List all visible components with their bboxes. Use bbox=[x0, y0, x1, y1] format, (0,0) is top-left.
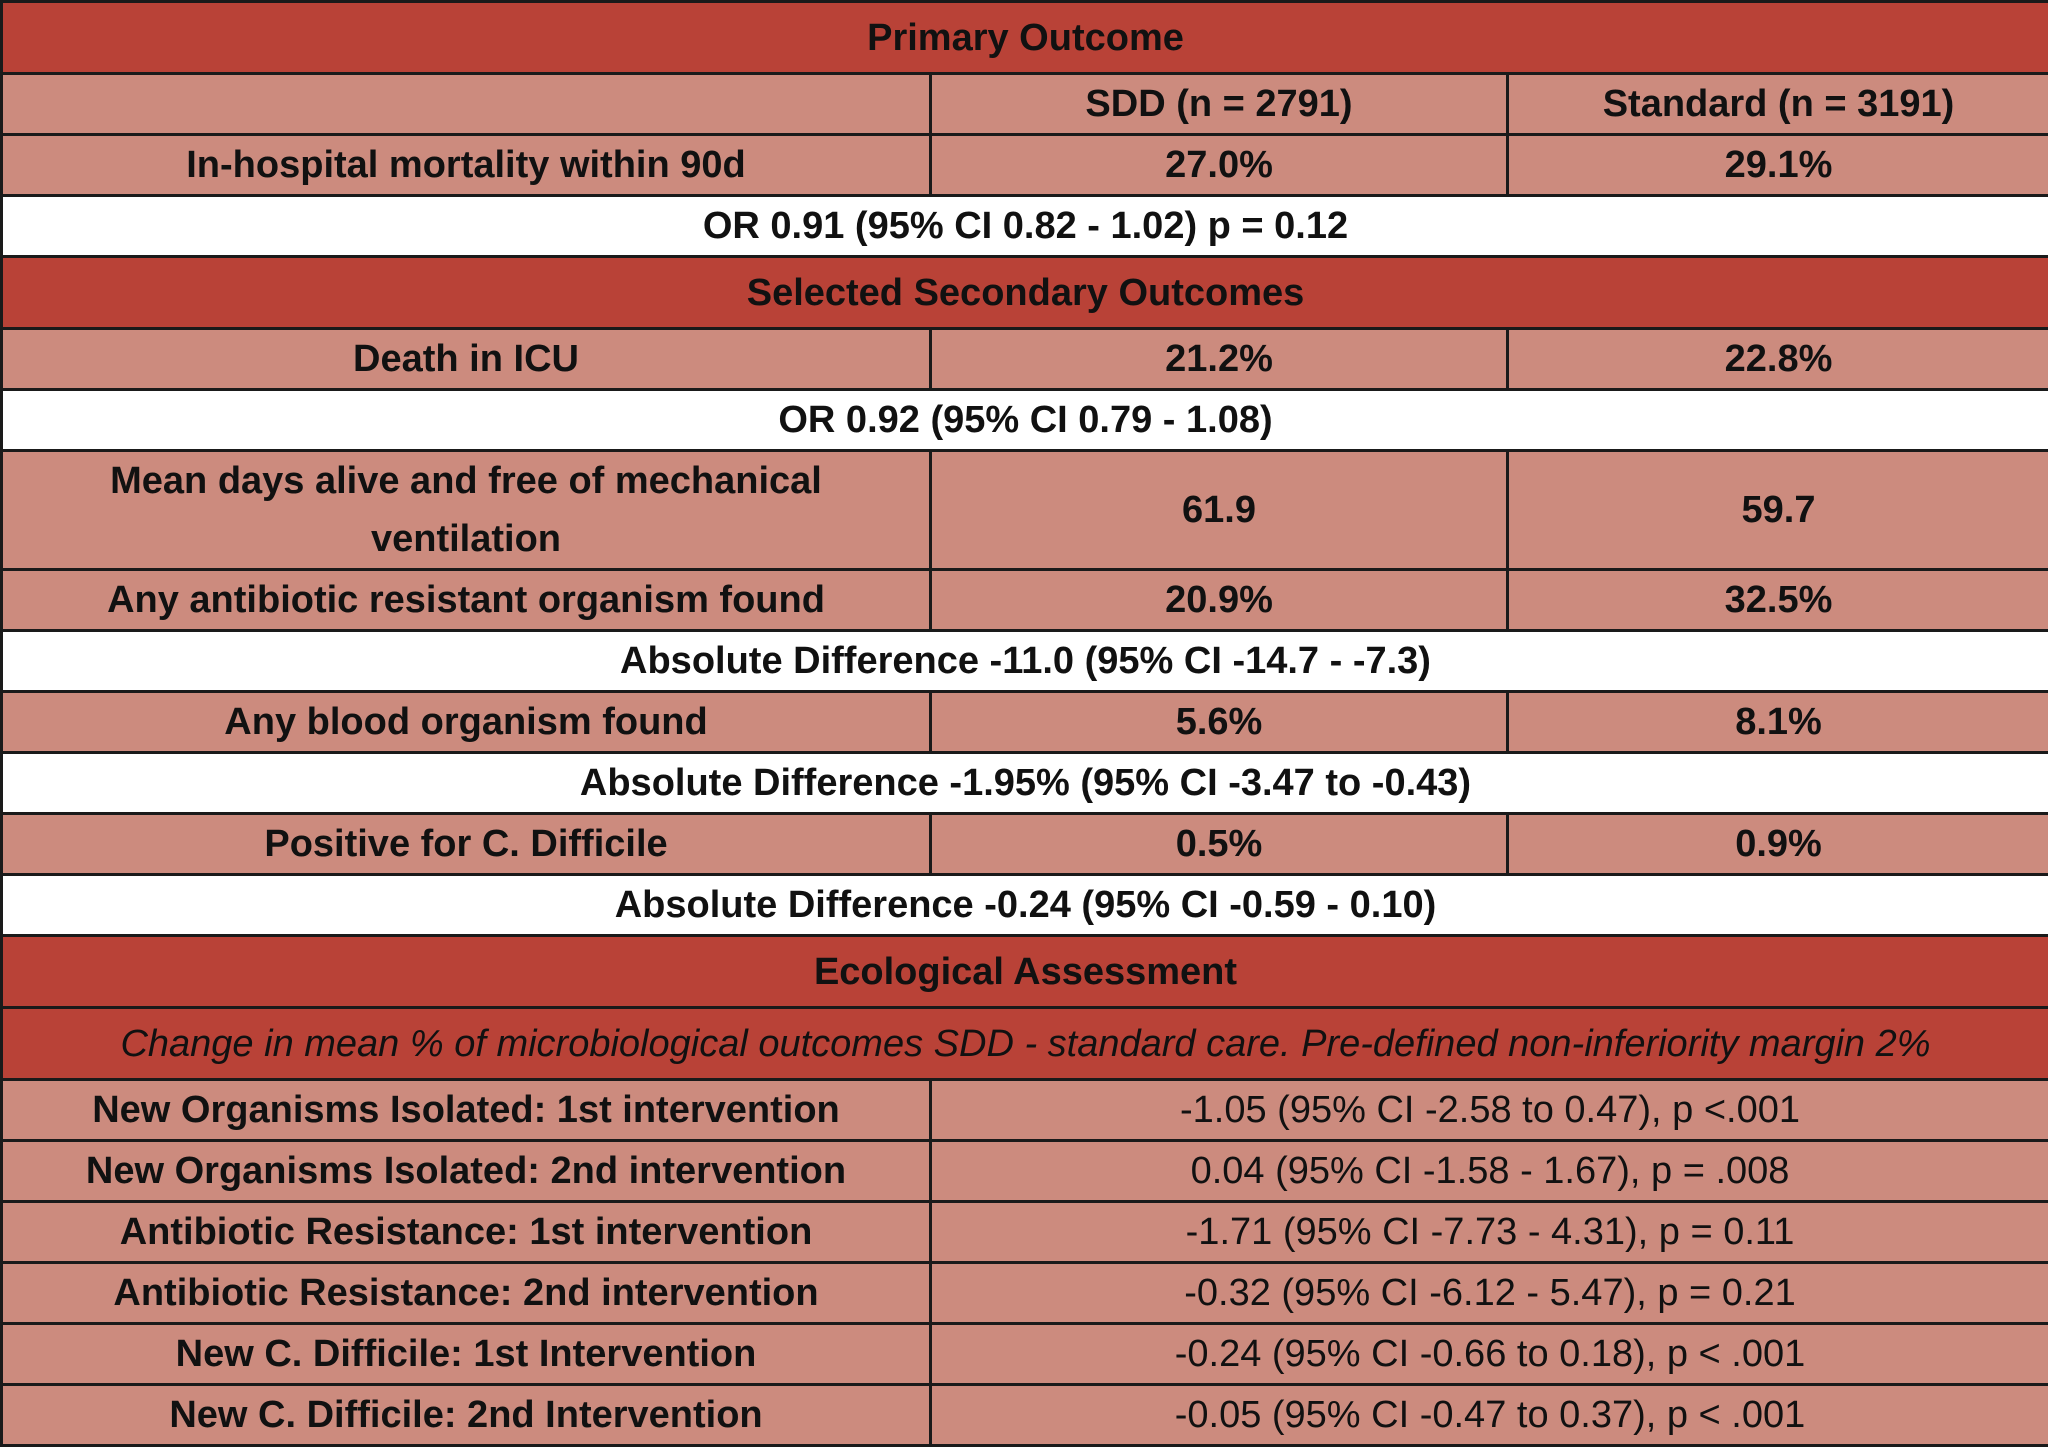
table-row bbox=[2, 1202, 2048, 1263]
stat-summary: Absolute Difference -0.24 (95% CI -0.59 - 0.10) bbox=[2, 875, 2048, 936]
primary-outcome-title: Primary Outcome bbox=[2, 2, 2048, 74]
table-row bbox=[2, 692, 2048, 753]
row-label: In-hospital mortality within 90d bbox=[2, 135, 931, 196]
table-row bbox=[2, 1385, 2048, 1446]
change-value: -1.71 (95% CI -7.73 - 4.31), p = 0.11 bbox=[931, 1202, 2048, 1263]
sdd-value: 5.6% bbox=[931, 692, 1508, 753]
secondary-outcomes-title: Selected Secondary Outcomes bbox=[2, 257, 2048, 329]
row-label: New Organisms Isolated: 2nd intervention bbox=[2, 1141, 931, 1202]
row-label: Antibiotic Resistance: 1st intervention bbox=[2, 1202, 931, 1263]
section-header-row bbox=[2, 2, 2048, 74]
table-row bbox=[2, 1080, 2048, 1141]
table-row bbox=[2, 135, 2048, 196]
ecological-assessment-title: Ecological Assessment bbox=[2, 936, 2048, 1008]
stat-summary: OR 0.92 (95% CI 0.79 - 1.08) bbox=[2, 390, 2048, 451]
stat-row bbox=[2, 631, 2048, 692]
sdd-value: 27.0% bbox=[931, 135, 1508, 196]
standard-value: 22.8% bbox=[1508, 329, 2048, 390]
subtitle-row bbox=[2, 1008, 2048, 1080]
sdd-value: 21.2% bbox=[931, 329, 1508, 390]
stat-summary: Absolute Difference -11.0 (95% CI -14.7 - -7.3) bbox=[2, 631, 2048, 692]
stat-summary: Absolute Difference -1.95% (95% CI -3.47 to -0.43) bbox=[2, 753, 2048, 814]
row-label: Antibiotic Resistance: 2nd intervention bbox=[2, 1263, 931, 1324]
change-value: -0.05 (95% CI -0.47 to 0.37), p < .001 bbox=[931, 1385, 2048, 1446]
row-label: Any blood organism found bbox=[2, 692, 931, 753]
column-header-sdd: SDD (n = 2791) bbox=[931, 74, 1508, 135]
table-row bbox=[2, 451, 2048, 570]
table-row bbox=[2, 1141, 2048, 1202]
stat-row bbox=[2, 196, 2048, 257]
stat-summary: OR 0.91 (95% CI 0.82 - 1.02) p = 0.12 bbox=[2, 196, 2048, 257]
stat-row bbox=[2, 875, 2048, 936]
row-label: New C. Difficile: 2nd Intervention bbox=[2, 1385, 931, 1446]
column-header-row bbox=[2, 74, 2048, 135]
table-row bbox=[2, 1324, 2048, 1385]
section-header-row bbox=[2, 257, 2048, 329]
column-header-standard: Standard (n = 3191) bbox=[1508, 74, 2048, 135]
table-row bbox=[2, 814, 2048, 875]
standard-value: 32.5% bbox=[1508, 570, 2048, 631]
standard-value: 8.1% bbox=[1508, 692, 2048, 753]
row-label: Mean days alive and free of mechanical ventilation bbox=[2, 451, 931, 570]
row-label: New Organisms Isolated: 1st intervention bbox=[2, 1080, 931, 1141]
ecological-subtitle: Change in mean % of microbiological outcomes SDD - standard care. Pre-defined non-inferiority margin 2% bbox=[2, 1008, 2048, 1080]
sdd-value: 61.9 bbox=[931, 451, 1508, 570]
table-row bbox=[2, 329, 2048, 390]
table-row bbox=[2, 570, 2048, 631]
column-header-blank bbox=[2, 74, 931, 135]
table-row bbox=[2, 1263, 2048, 1324]
row-label: New C. Difficile: 1st Intervention bbox=[2, 1324, 931, 1385]
sdd-value: 20.9% bbox=[931, 570, 1508, 631]
row-label: Death in ICU bbox=[2, 329, 931, 390]
stat-row bbox=[2, 753, 2048, 814]
sdd-value: 0.5% bbox=[931, 814, 1508, 875]
change-value: -0.24 (95% CI -0.66 to 0.18), p < .001 bbox=[931, 1324, 2048, 1385]
standard-value: 0.9% bbox=[1508, 814, 2048, 875]
change-value: -1.05 (95% CI -2.58 to 0.47), p <.001 bbox=[931, 1080, 2048, 1141]
change-value: -0.32 (95% CI -6.12 - 5.47), p = 0.21 bbox=[931, 1263, 2048, 1324]
standard-value: 59.7 bbox=[1508, 451, 2048, 570]
change-value: 0.04 (95% CI -1.58 - 1.67), p = .008 bbox=[931, 1141, 2048, 1202]
row-label: Any antibiotic resistant organism found bbox=[2, 570, 931, 631]
standard-value: 29.1% bbox=[1508, 135, 2048, 196]
section-header-row bbox=[2, 936, 2048, 1008]
row-label: Positive for C. Difficile bbox=[2, 814, 931, 875]
stat-row bbox=[2, 390, 2048, 451]
